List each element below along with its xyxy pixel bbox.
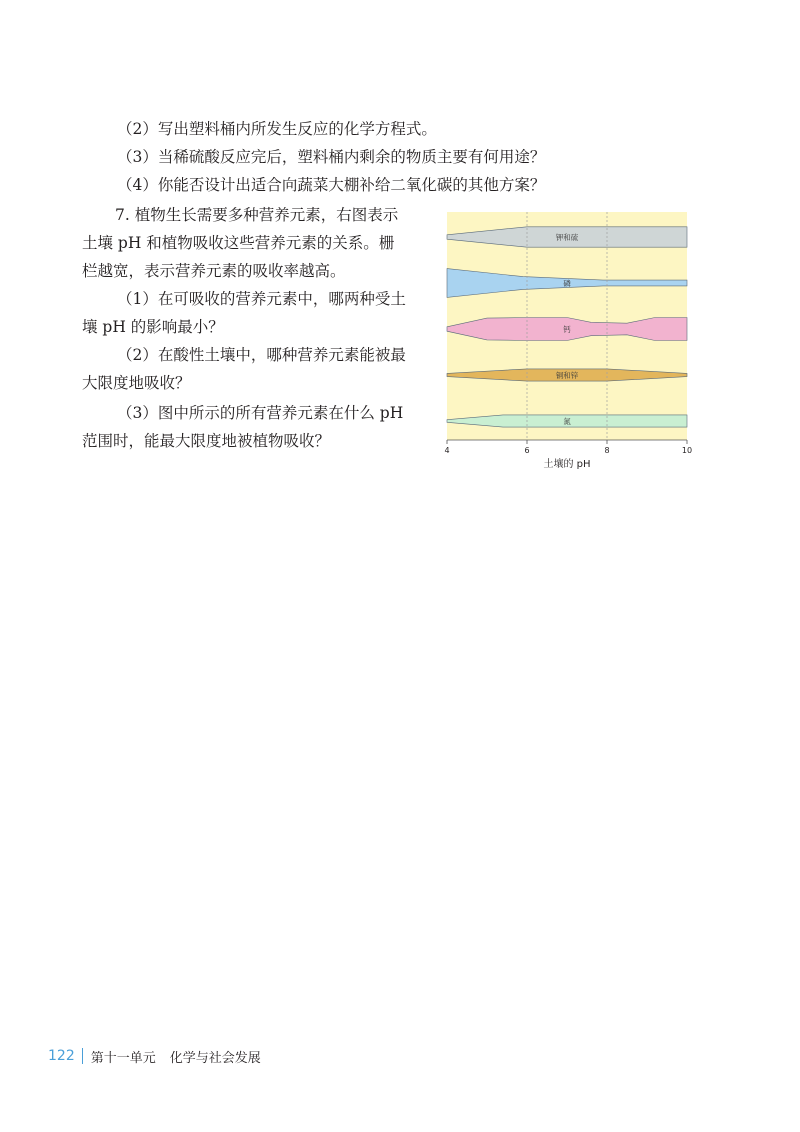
x-axis-label: 土壤的 pH [543, 459, 591, 470]
question-7-2-line-2: 大限度地吸收？ [82, 374, 191, 392]
nutrient-band-label: 钾和硫 [555, 233, 579, 242]
question-5-3: （3）当稀硫酸反应完后，塑料桶内剩余的物质主要有何用途？ [117, 148, 546, 166]
question-7-2-line-1: （2）在酸性土壤中，哪种营养元素能被最 [117, 346, 406, 364]
footer-divider [82, 1048, 83, 1064]
question-7-1-line-1: （1）在可吸收的营养元素中，哪两种受土 [117, 290, 406, 308]
page-number: 122 [48, 1048, 75, 1064]
footer-unit: 第十一单元 [90, 1050, 156, 1066]
x-tick-label: 10 [681, 446, 693, 455]
question-7-intro-line-3: 栏越宽，表示营养元素的吸收率越高。 [82, 262, 346, 280]
nutrient-band-label: 磷 [563, 279, 571, 288]
page-footer [48, 1045, 261, 1067]
nutrient-band-label: 氮 [563, 417, 571, 426]
question-5-2: （2）写出塑料桶内所发生反应的化学方程式。 [117, 120, 437, 138]
x-tick-label: 8 [604, 446, 610, 455]
question-7-1-line-2: 壤 pH 的影响最小？ [82, 318, 224, 336]
nutrient-band-label: 铜和锌 [555, 371, 579, 380]
nutrient-ph-chart [441, 207, 696, 473]
question-7-intro-line-2: 土壤 pH 和植物吸收这些营养元素的关系。栅 [82, 234, 395, 252]
question-7-intro-line-1: 7. 植物生长需要多种营养元素，右图表示 [115, 206, 399, 224]
nutrient-band-label: 钙 [563, 325, 571, 334]
question-7-3-line-1: （3）图中所示的所有营养元素在什么 pH [117, 404, 404, 422]
question-7-3-line-2: 范围时，能最大限度地被植物吸收？ [82, 432, 331, 450]
tick-layer [444, 440, 692, 455]
question-5-4: （4）你能否设计出适合向蔬菜大棚补给二氧化碳的其他方案？ [117, 176, 546, 194]
footer-unit-title: 化学与社会发展 [169, 1050, 261, 1066]
x-tick-label: 4 [444, 446, 450, 455]
x-tick-label: 6 [524, 446, 530, 455]
